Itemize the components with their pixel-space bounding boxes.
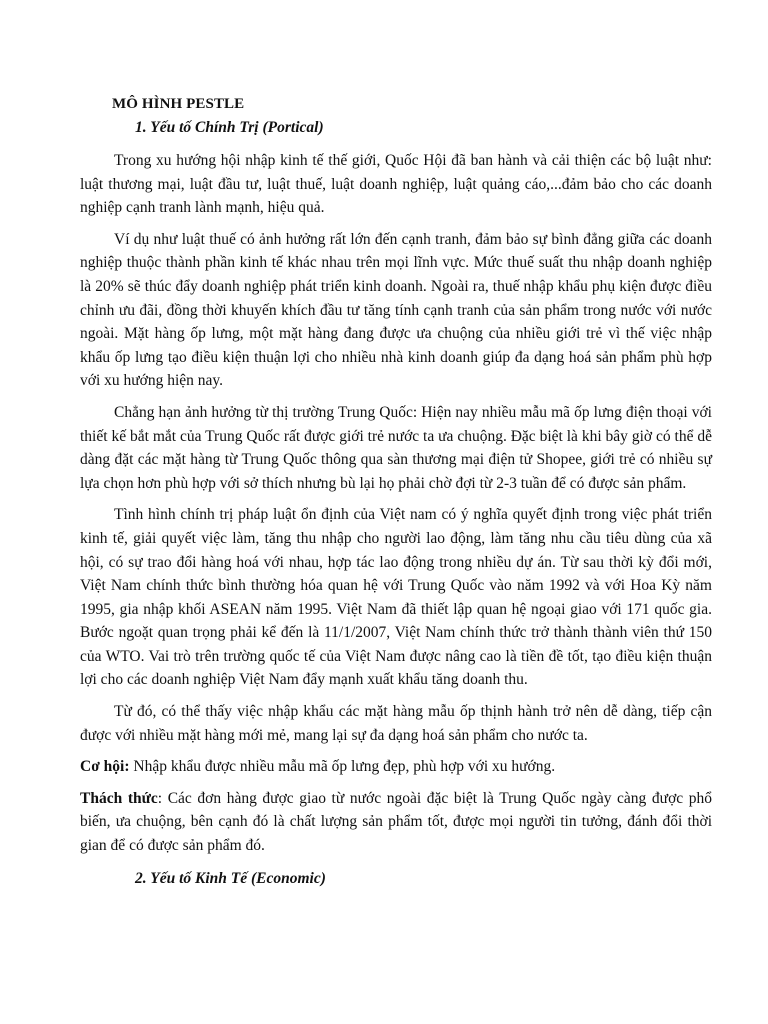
paragraph-1: Trong xu hướng hội nhập kinh tế thế giới, Quốc Hội đã ban hành và cải thiện các bộ luật như: luật thương mại, luật đầu tư, luật thuế, luật doanh nghiệp, luật quảng cáo,...đảm bảo cho các doanh nghiệp cạnh tranh lành mạnh, hiệu quả. xyxy=(80,152,712,217)
paragraph-3: Chẳng hạn ảnh hưởng từ thị trường Trung Quốc: Hiện nay nhiều mẫu mã ốp lưng điện thoại với thiết kế bắt mắt của Trung Quốc rất được giới trẻ nước ta ưa chuộng. Đặc biệt là khi bây giờ có thể dễ dàng đặt các mặt hàng từ Trung Quốc thông qua sàn thương mại điện tử Shopee, giới trẻ có nhiều sự lựa chọn hơn phù hợp với sở thích nhưng bù lại họ phải chờ đợi từ 2-3 tuần để có được sản phẩm. xyxy=(80,403,712,492)
opportunity-text: Nhập khẩu được nhiều mẫu mã ốp lưng đẹp, phù hợp với xu hướng. xyxy=(129,758,556,776)
opportunity-paragraph xyxy=(80,755,712,779)
paragraph-5: Từ đó, có thể thấy việc nhập khẩu các mặt hàng mẫu ốp thịnh hành trở nên dễ dàng, tiếp cận được với nhiều mặt hàng mới mẻ, mang lại sự đa dạng hoá sản phẩm cho nước ta. xyxy=(80,703,712,744)
paragraph-4: Tình hình chính trị pháp luật ổn định của Việt nam có ý nghĩa quyết định trong việc phát triển kinh tế, giải quyết việc làm, tăng thu nhập cho người lao động, làm tăng nhu cầu tiêu dùng của xã hội, có sự trao đổi hàng hoá với nhau, hợp tác lao động trong nhiều dự án. Từ sau thời kỳ đổi mới, Việt Nam chính thức bình thường hóa quan hệ với Trung Quốc vào năm 1992 và với Hoa Kỳ năm 1995, gia nhập khối ASEAN năm 1995. Việt Nam đã thiết lập quan hệ ngoại giao với 171 quốc gia. Bước ngoặt quan trọng phải kể đến là 11/1/2007, Việt Nam chính thức trở thành thành viên thứ 150 của WTO. Vai trò trên trường quốc tế của Việt Nam được nâng cao là tiền đề tốt, tạo điều kiện thuận lợi cho các doanh nghiệp Việt Nam đẩy mạnh xuất khẩu tăng doanh thu. xyxy=(80,506,712,689)
paragraph-2: Ví dụ như luật thuế có ảnh hưởng rất lớn đến cạnh tranh, đảm bảo sự bình đẳng giữa các doanh nghiệp thuộc thành phần kinh tế khác nhau trên mọi lĩnh vực. Mức thuế suất thu nhập doanh nghiệp là 20% sẽ thúc đẩy doanh nghiệp phát triển kinh doanh. Ngoài ra, thuế nhập khẩu phụ kiện được điều chỉnh ưu đãi, đồng thời khuyến khích đầu tư tăng tính cạnh tranh của sản phẩm trong nước với nước ngoài. Mặt hàng ốp lưng, một mặt hàng đang được ưa chuộng của nhiều giới trẻ vì thế việc nhập khẩu ốp lưng tạo điều kiện thuận lợi cho nhiều nhà kinh doanh giúp đa dạng hoá sản phẩm phù hợp với xu hướng hiện nay. xyxy=(80,230,712,390)
challenge-paragraph xyxy=(80,787,712,858)
opportunity-label: Cơ hội: xyxy=(80,758,130,776)
challenge-label: Thách thức xyxy=(80,789,158,807)
challenge-text: : Các đơn hàng được giao từ nước ngoài đặc biệt là Trung Quốc ngày càng được phổ biến, ưa chuộng, bên cạnh đó là chất lượng sản phẩm tốt, được mọi người tin tưởng, đánh đổi thời gian để có được sản phẩm đó. xyxy=(80,789,712,855)
document-title: MÔ HÌNH PESTLE xyxy=(112,96,245,112)
section-heading-economic: 2. Yếu tố Kinh Tế (Economic) xyxy=(135,869,326,887)
section-heading-political: 1. Yếu tố Chính Trị (Portical) xyxy=(135,119,324,136)
